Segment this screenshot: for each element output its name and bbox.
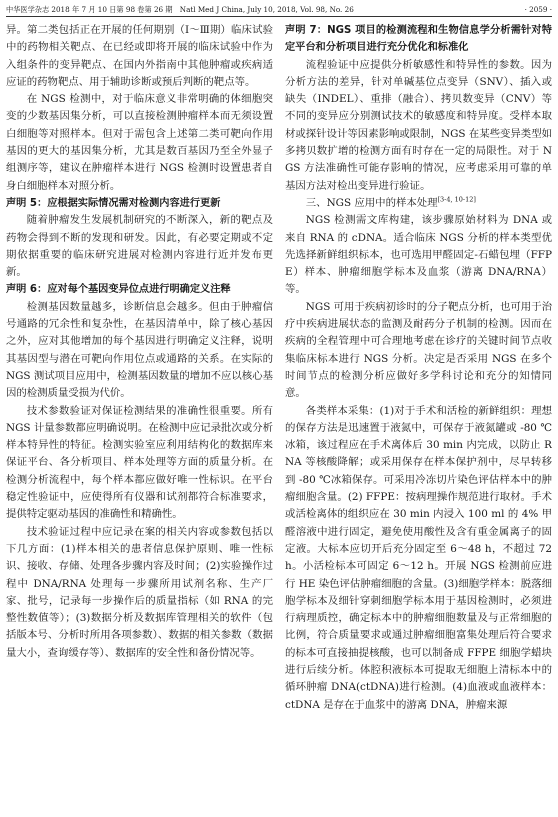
paragraph: 检测基因数量越多，诊断信息会越多。但由于肿瘤信号通路的冗余性和复杂性，在基因清单中，除了核心基因之外，应对其他增加的每个基因进行明确定义注释，说明其基因型与潜在可靶向作用位点或通路的关系。在实际的 NGS 测试项目应用中，检测基因数量的增加不应以核心基因的检测质量受损为代价。 [6, 300, 273, 400]
paragraph: 流程验证中应提供分析敏感性和特异性的参数。因为分析方法的差异，针对单碱基位点变异（SNV）、插入或缺失（INDEL）、重排（融合）、拷贝数变异（CNV）等不同的变异应分别测试技术的敏感度和特异度。受样本取材或探针设计等因素影响或限制，NGS 在某些变异类型如多拷贝数扩增的检测方面有时存在一定的局限性。对于 NGS 方法准确性可能存影响的情况，应考虑采用可靠的单基因方法对检出变异进行验证。 [285, 58, 552, 192]
paragraph: 随着肿瘤发生发展机制研究的不断深入，新的靶点及药物会得到不断的发现和研发。因此，有必要定期或不定期依据重要的临床研究进展对检测内容进行近并发布更新。 [6, 214, 273, 279]
paragraph: 异。第二类包括正在开展的任何期别（Ⅰ～Ⅲ期）临床试验中的药物相关靶点、在已经或即将开展的临床试验中作为入组条件的变异靶点、在国内外指南中其他肿瘤或疾病适应证的药物靶点、用于辅助诊断或预后判断的靶点等。 [6, 24, 273, 88]
page-number: · 2059 · [524, 5, 552, 14]
paragraph: 各类样本采集：(1)对于手术和活检的新鲜组织：理想的保存方法是迅速置于液氮中，可保存于液氮罐或 -80 ℃冰箱，该过程应在手术离体后 30 min 内完成，以防止 RNA 等核酸降解；或采用保存在样本保护剂中，尽早转移到 -80 ℃冰箱保存。可采用冷冻切片染色评估样本中的肿瘤细胞含量。(2) FFPE：按病理操作规范进行取材。手术或活检离体的组织应在 30 min 内浸入 100 ml 的 4% 甲醛溶液中进行固定，避免使用酸性及含有重金属离子的固定液。大标本应切开后充分固定至 6～48 h，不超过 72 h。小活检标本可固定 6～12 h。开展 NGS 检测前应进行 HE 染色评估肿瘤细胞的含量。(3)细胞学样本：脱落细胞学标本及细针穿刺细胞学标本用于基因检测时，必须进行病理质控，确定标本中的肿瘤细胞数量及与正常细胞的比例，符合质量要求或通过肿瘤细胞富集处理后符合要求的标本可直接抽提核酸，也可以制备成 FFPE 细胞学蜡块进行后续分析。体腔积液标本可提取无细胞上清标本中的循环肿瘤 DNA(ctDNA)进行检测。(4)血液或血液样本：ctDNA 是存在于血浆中的游离 DNA，肿瘤来源 [285, 404, 552, 711]
section-3-heading [285, 195, 552, 212]
statement-6-heading: 声明 6：应对每个基因变异位点进行明确定义注释 [6, 284, 231, 296]
running-header [6, 3, 552, 17]
section-3-title: 三、NGS 应用中的样本处理 [305, 196, 438, 209]
left-column [6, 22, 273, 814]
statement-7-heading: 声明 7：NGS 项目的检测流程和生物信息学分析需针对特定平台和分析项目进行充分优化和标准化 [285, 25, 552, 54]
journal-citation: 中华医学杂志 2018 年 7 月 10 日第 98 卷第 26 期 Natl Med J China, July 10, 2018, Vol. 98, No. 26 [6, 5, 354, 14]
paragraph: 技术参数验证对保证检测结果的准确性很重要。所有 NGS 计量参数都应明确说明。在检测中应记录批次或分析样本特异性的特征。检测实验室应利用结构化的数据库来保证平台、各分析项目、样本处理等方面的质量分析。在检测分析流程中，每个样本都应做好唯一性标识。在平台稳定性验证中，应使得所有仪器和试剂都符合标准要求，提供特定驱动基因的准确性和精确性。 [6, 404, 273, 521]
section-3-reference: [3-4, 10-12] [437, 195, 476, 204]
paragraph: NGS 可用于疾病初诊时的分子靶点分析，也可用于治疗中疾病进展状态的监测及耐药分子机制的检测。因而在疾病的全程管理中可合理地考虑在诊疗的关键时间节点收集临床标本进行 NGS 分析。决定是否采用 NGS 在多个时间节点的检测分析应做好多学科讨论和充分的知情同意。 [285, 300, 552, 400]
paragraph: 在 NGS 检测中，对于临床意义非常明确的体细胞突变的少数基因集分析，可以直接检测肿瘤样本而无须设置白细胞等对照样本。但对于需包含上述第二类可靶向作用基因的更大的基因集分析，尤其是数百基因乃至全外显子组测序等，建议在肿瘤样本进行 NGS 检测时设置患者自身白细胞样本对照分析。 [6, 93, 273, 192]
paragraph: NGS 检测需文库构建，该步骤原始材料为 DNA 或来自 RNA 的 cDNA。适合临床 NGS 分析的样本类型优先选择新鲜组织标本，也可选用甲醛固定-石蜡包埋（FFPE）样本、肿瘤细胞学标本及血浆（游离 DNA/RNA）等。 [285, 214, 552, 296]
statement-5-heading: 声明 5：应根据实际情况需对检测内容进行更新 [6, 197, 221, 209]
right-column [285, 22, 552, 814]
paragraph: 技术验证过程中应记录在案的相关内容或参数包括以下几方面：(1)样本相关的患者信息保护原则、唯一性标识、接收、存储、处理各步骤内容及时间；(2)实验操作过程中 DNA/RNA 处理每一步骤所用试剂名称、生产厂家、批号，记录每一步操作后的质量指标（如 RNA 的完整性数值等）；(3)数据分析及数据库管理相关的软件（包括版本号、分析时所用各项参数）、数据的相关参数（数据量大小，查询缓存等）、数据库的安全性和备份情况等。 [6, 525, 273, 659]
